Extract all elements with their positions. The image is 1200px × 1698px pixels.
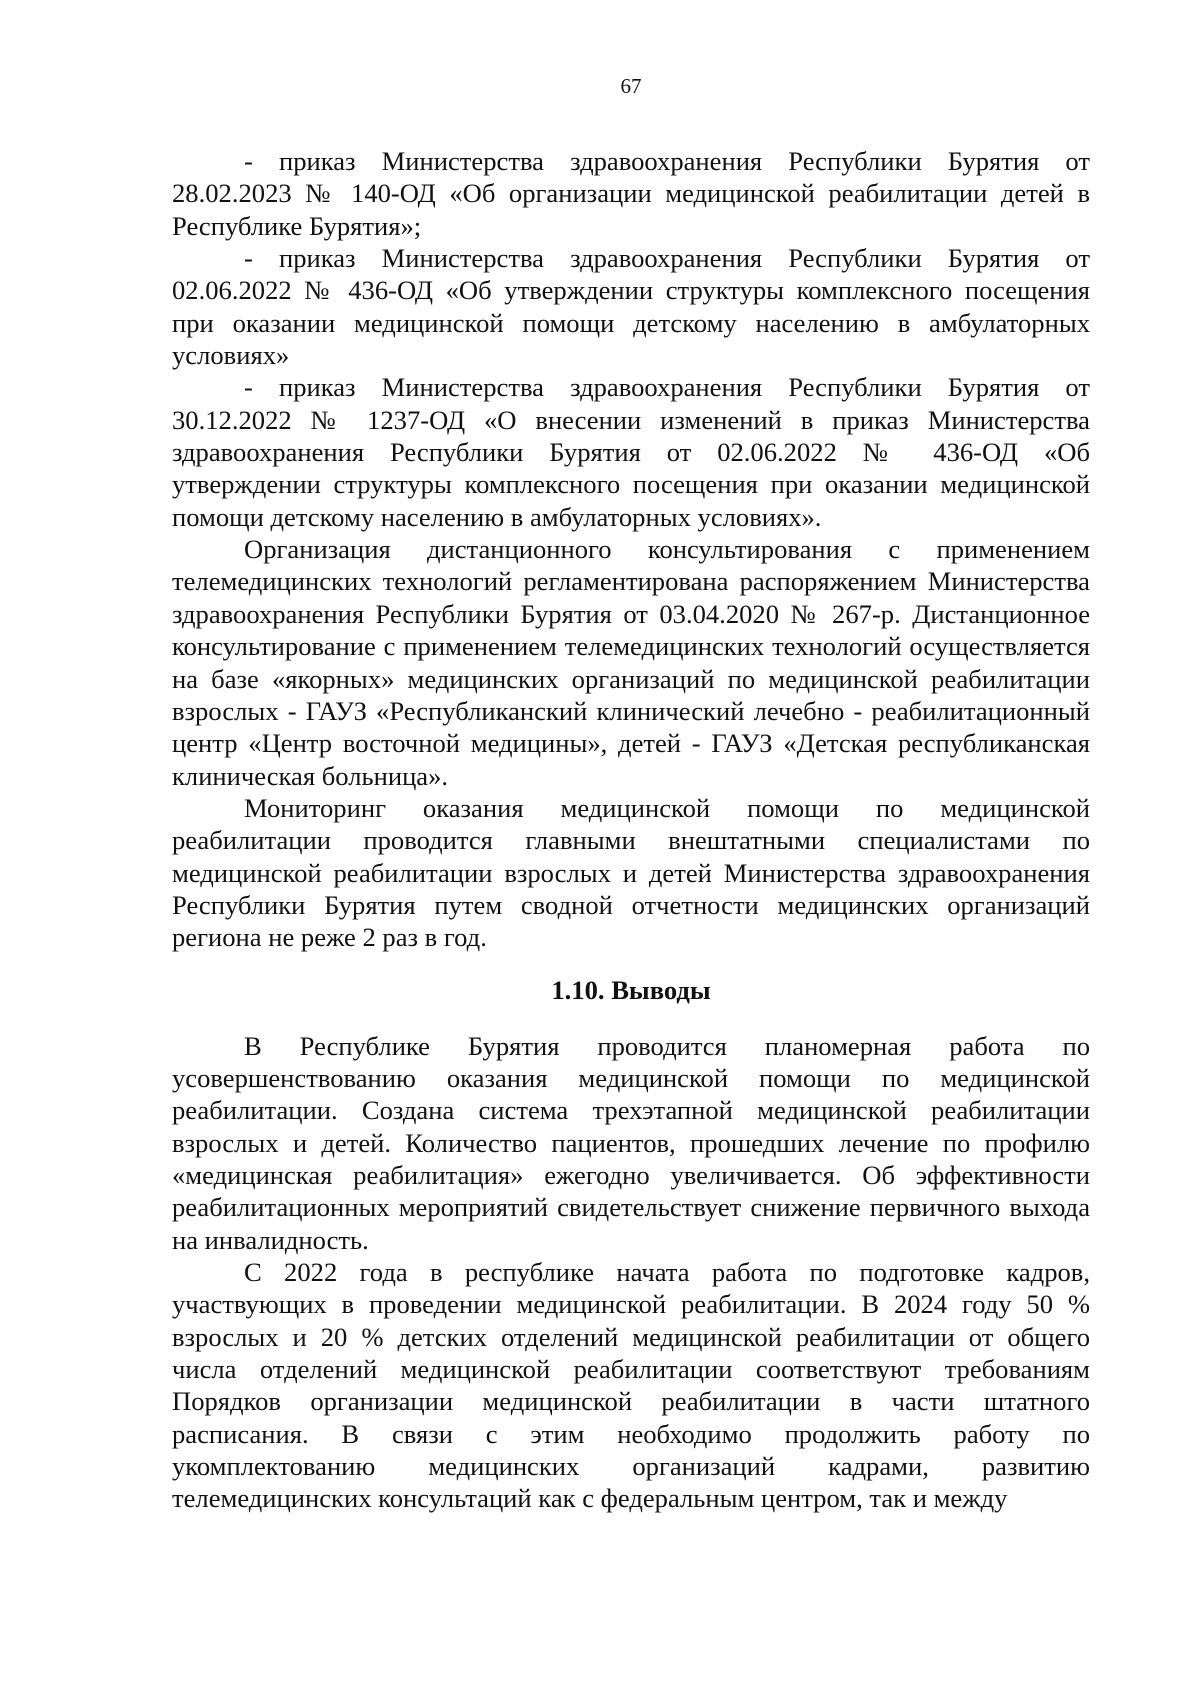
- monitoring-paragraph: Мониторинг оказания медицинской помощи по медицинской реабилитации проводится главными внештатными специалистами по медицинской реабилитации взрослых и детей Министерства здравоохранения Республики Бурятия путем сводной отчетности медицинских организаций региона не реже 2 раз в год.: [172, 792, 1090, 953]
- conclusion-paragraph: В Республике Бурятия проводится планомерная работа по усовершенствованию оказания медицинской помощи по медицинской реабилитации. Создана система трехэтапной медицинской реабилитации взрослых и детей. Количество пациентов, прошедших лечение по профилю «медицинская реабилитация» ежегодно увеличивается. Об эффективности реабилитационных мероприятий свидетельствует снижение первичного выхода на инвалидность.: [172, 1030, 1090, 1255]
- telemedicine-paragraph: Организация дистанционного консультирования с применением телемедицинских технологий регламентирована распоряжением Министерства здравоохранения Республики Бурятия от 03.04.2020 № 267-р. Дистанционное консультирование с применением телемедицинских технологий осуществляется на базе «якорных» медицинских организаций по медицинской реабилитации взрослых - ГАУЗ «Республиканский клинический лечебно - реабилитационный центр «Центр восточной медицины», детей - ГАУЗ «Детская республиканская клиническая больница».: [172, 534, 1090, 791]
- order-item-paragraph: - приказ Министерства здравоохранения Республики Бурятия от 02.06.2022 № 436-ОД «Об утверждении структуры комплексного посещения при оказании медицинской помощи детскому населению в амбулаторных условиях»: [172, 243, 1090, 371]
- page-number: 67: [620, 74, 642, 98]
- conclusion-paragraph: С 2022 года в республике начата работа по подготовке кадров, участвующих в проведении медицинской реабилитации. В 2024 году 50 % взрослых и 20 % детских отделений медицинской реабилитации от общего числа отделений медицинской реабилитации соответствуют требованиям Порядков организации медицинской реабилитации в части штатного расписания. В связи с этим необходимо продолжить работу по укомплектованию медицинских организаций кадрами, развитию телемедицинских консультаций как с федеральным центром, так и между: [172, 1257, 1090, 1514]
- document-body: [172, 145, 1090, 1515]
- order-item-paragraph: - приказ Министерства здравоохранения Республики Бурятия от 30.12.2022 № 1237-ОД «О внесении изменений в приказ Министерства здравоохранения Республики Бурятия от 02.06.2022 № 436-ОД «Об утверждении структуры комплексного посещения при оказании медицинской помощи детскому населению в амбулаторных условиях».: [172, 372, 1090, 532]
- order-item-paragraph: - приказ Министерства здравоохранения Республики Бурятия от 28.02.2023 № 140-ОД «Об организации медицинской реабилитации детей в Республике Бурятия»;: [172, 146, 1090, 241]
- section-heading: 1.10. Выводы: [551, 974, 711, 1005]
